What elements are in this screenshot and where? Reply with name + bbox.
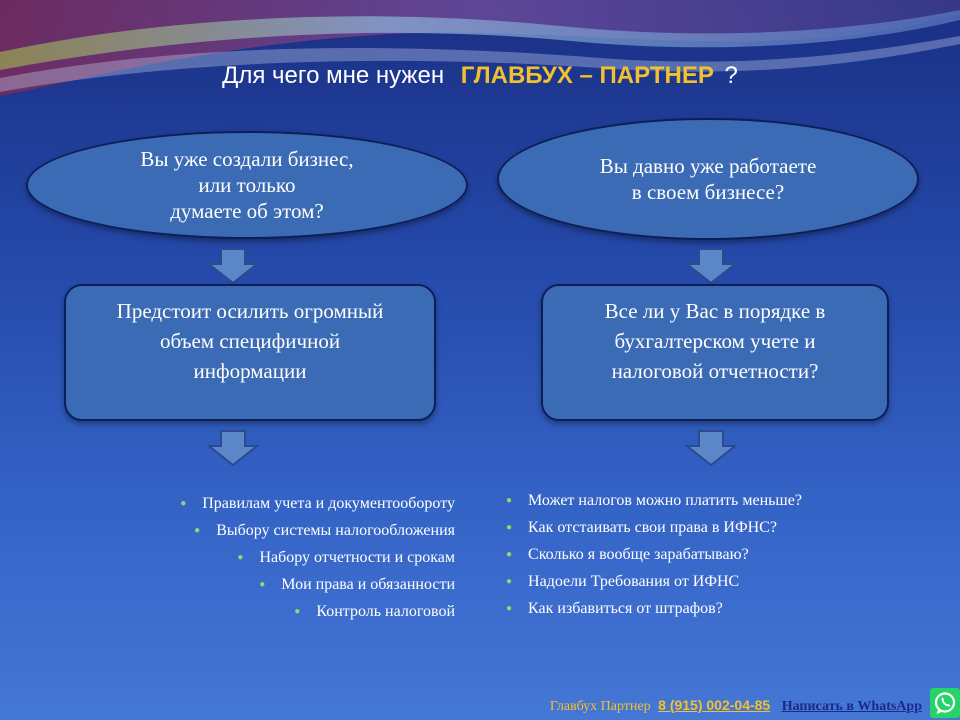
down-arrow-icon bbox=[207, 430, 259, 466]
list-item: ● Правилам учета и документообороту bbox=[180, 495, 455, 512]
left-question-ellipse: Вы уже создали бизнес, или только думаете об этом? bbox=[26, 131, 468, 239]
bullet-icon: ● bbox=[180, 498, 187, 509]
down-arrow-icon bbox=[685, 430, 737, 466]
phone-link[interactable]: 8 (915) 002-04-85 bbox=[658, 697, 771, 713]
bullet-icon: ● bbox=[506, 549, 513, 560]
footer bbox=[550, 697, 922, 715]
list-item: ● Как избавиться от штрафов? bbox=[506, 600, 723, 617]
right-answer-box: Все ли у Вас в порядке в бухгалтерском учете и налоговой отчетности? bbox=[541, 284, 889, 421]
list-item: ● Сколько я вообще зарабатываю? bbox=[506, 546, 749, 563]
title-suffix: ? bbox=[724, 62, 738, 89]
list-item: ● Выбору системы налогообложения bbox=[194, 522, 455, 539]
list-item: ● Контроль налоговой bbox=[294, 603, 455, 620]
list-item: ● Надоели Требования от ИФНС bbox=[506, 573, 740, 590]
whatsapp-link[interactable]: Написать в WhatsApp bbox=[781, 699, 922, 714]
list-item: ● Набору отчетности и срокам bbox=[237, 549, 455, 566]
left-answer-box: Предстоит осилить огромный объем специфичной информации bbox=[64, 284, 436, 421]
whatsapp-icon[interactable] bbox=[930, 688, 960, 718]
bullet-icon: ● bbox=[506, 495, 513, 506]
bullet-icon: ● bbox=[294, 606, 301, 617]
bullet-icon: ● bbox=[194, 525, 201, 536]
bullet-icon: ● bbox=[506, 576, 513, 587]
right-question-list bbox=[506, 487, 802, 622]
down-arrow-icon bbox=[685, 248, 737, 284]
title-highlight: ГЛАВБУХ – ПАРТНЕР bbox=[460, 62, 714, 89]
list-item: ● Как отстаивать свои права в ИФНС? bbox=[506, 519, 777, 536]
title-prefix: Для чего мне нужен bbox=[222, 62, 445, 89]
bullet-icon: ● bbox=[259, 579, 266, 590]
bullet-icon: ● bbox=[506, 522, 513, 533]
right-question-ellipse: Вы давно уже работаете в своем бизнесе? bbox=[497, 118, 919, 240]
down-arrow-icon bbox=[207, 248, 259, 284]
slide-title bbox=[0, 62, 960, 90]
bullet-icon: ● bbox=[237, 552, 244, 563]
bullet-icon: ● bbox=[506, 603, 513, 614]
left-topic-list bbox=[180, 490, 455, 625]
list-item: ● Может налогов можно платить меньше? bbox=[506, 492, 802, 509]
footer-brand: Главбух Партнер bbox=[549, 699, 651, 714]
decorative-waves bbox=[0, 0, 960, 110]
list-item: ● Мои права и обязанности bbox=[259, 576, 455, 593]
